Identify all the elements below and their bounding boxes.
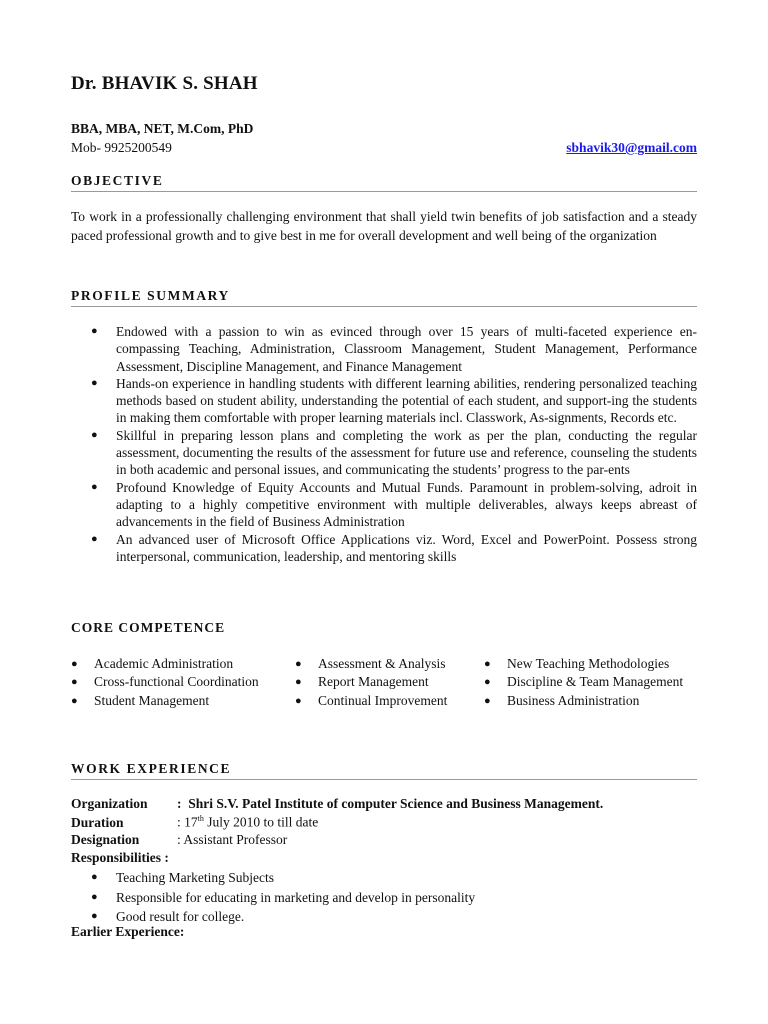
list-item: ● Report Management — [295, 673, 447, 691]
bullet-icon: ● — [91, 480, 98, 493]
list-item: ● An advanced user of Microsoft Office Applications viz. Word, Excel and PowerPoint. Possess strong interpersonal, communication, leadership, and mentoring skills — [91, 531, 697, 564]
mobile-number: Mob- 9925200549 — [71, 140, 172, 155]
bullet-icon: ● — [91, 325, 98, 337]
responsibilities-row — [71, 850, 169, 866]
candidate-name: Dr. BHAVIK S. SHAH — [71, 73, 258, 94]
designation-row — [71, 832, 287, 848]
list-item: ● Profound Knowledge of Equity Accounts and Mutual Funds. Paramount in problem-solving, adroit in adapting to a highly competitive environment with multiple deliverables, always keeps abreast of advancements in the field of Business Administration — [91, 479, 697, 530]
list-item: ● Assessment & Analysis — [295, 655, 447, 673]
organization-row — [71, 796, 603, 812]
profile-summary-heading: PROFILE SUMMARY — [71, 288, 697, 307]
objective-heading: OBJECTIVE — [71, 173, 697, 192]
core-competence-heading: CORE COMPETENCE — [71, 620, 226, 635]
bullet-icon: ● — [295, 658, 302, 670]
duration-label: Duration — [71, 814, 124, 830]
duration-rest: July 2010 to till date — [203, 814, 319, 830]
organization-value: Shri S.V. Patel Institute of computer Science and Business Management. — [188, 796, 604, 811]
responsibilities-list — [71, 868, 697, 927]
work-experience-heading: WORK EXPERIENCE — [71, 761, 697, 780]
competence-column-1 — [71, 655, 259, 710]
list-item: ● Responsible for educating in marketing and develop in personality — [71, 888, 697, 908]
duration-row — [71, 814, 318, 831]
bullet-icon: ● — [295, 694, 302, 707]
degrees: BBA, MBA, NET, M.Com, PhD — [71, 121, 254, 136]
bullet-icon: ● — [484, 694, 491, 707]
duration-day: : 17 — [177, 814, 198, 830]
competence-column-2 — [295, 655, 447, 710]
list-item: ● New Teaching Methodologies — [484, 655, 683, 673]
list-item: ● Cross-functional Coordination — [71, 673, 259, 691]
organization-sep: : — [177, 796, 182, 811]
list-item: ● Endowed with a passion to win as evinced through over 15 years of multi-faceted experience en-compassing Teaching, Administration, Classroom Management, Student Management, Performance Assessment, Discipline Management, and Finance Management — [91, 324, 697, 374]
bullet-icon: ● — [91, 871, 98, 883]
bullet-icon: ● — [71, 658, 78, 670]
bullet-icon: ● — [71, 694, 78, 707]
list-item: ● Continual Improvement — [295, 692, 447, 710]
profile-summary-list — [71, 323, 697, 565]
bullet-icon: ● — [91, 910, 98, 922]
duration-suffix: th — [197, 814, 204, 823]
bullet-icon: ● — [91, 428, 98, 441]
bullet-icon: ● — [91, 376, 98, 389]
objective-text: To work in a professionally challenging environment that shall yield twin benefits of job satisfaction and a steady paced professional growth and to give best in me for overall development and well being of the organization — [71, 209, 697, 243]
list-item: ● Teaching Marketing Subjects — [71, 868, 697, 888]
list-item: ● Hands-on experience in handling students with different learning abilities, rendering personalized teaching methods based on student ability, understanding the potential of each student, and support-ing the students in making them comfortable with proper learning materials incl. Classwork, As-signments, Records etc. — [91, 375, 697, 426]
list-item: ● Skillful in preparing lesson plans and completing the work as per the plan, conducting the regular assessment, documenting the results of the assessment for future use and reference, counseling the students in both academic and personal issues, and communicating the students’ progress to the par-ents — [91, 427, 697, 478]
list-item: ● Academic Administration — [71, 655, 259, 673]
responsibilities-label: Responsibilities : — [71, 850, 169, 865]
designation-value: : Assistant Professor — [177, 832, 288, 847]
list-item: ● Discipline & Team Management — [484, 673, 683, 691]
competence-column-3 — [484, 655, 683, 710]
organization-label: Organization — [71, 796, 148, 811]
bullet-icon: ● — [91, 890, 98, 903]
email-link[interactable]: sbhavik30@gmail.com — [566, 140, 697, 155]
list-item: ● Student Management — [71, 692, 259, 710]
designation-label: Designation — [71, 832, 140, 847]
list-item: ● Business Administration — [484, 692, 683, 710]
bullet-icon: ● — [484, 658, 491, 670]
earlier-experience-label: Earlier Experience: — [71, 924, 185, 939]
bullet-icon: ● — [295, 676, 302, 689]
earlier-experience-row — [71, 924, 184, 940]
bullet-icon: ● — [71, 676, 78, 689]
list-item: ● Good result for college. — [71, 907, 697, 927]
bullet-icon: ● — [91, 532, 98, 545]
bullet-icon: ● — [484, 676, 491, 689]
